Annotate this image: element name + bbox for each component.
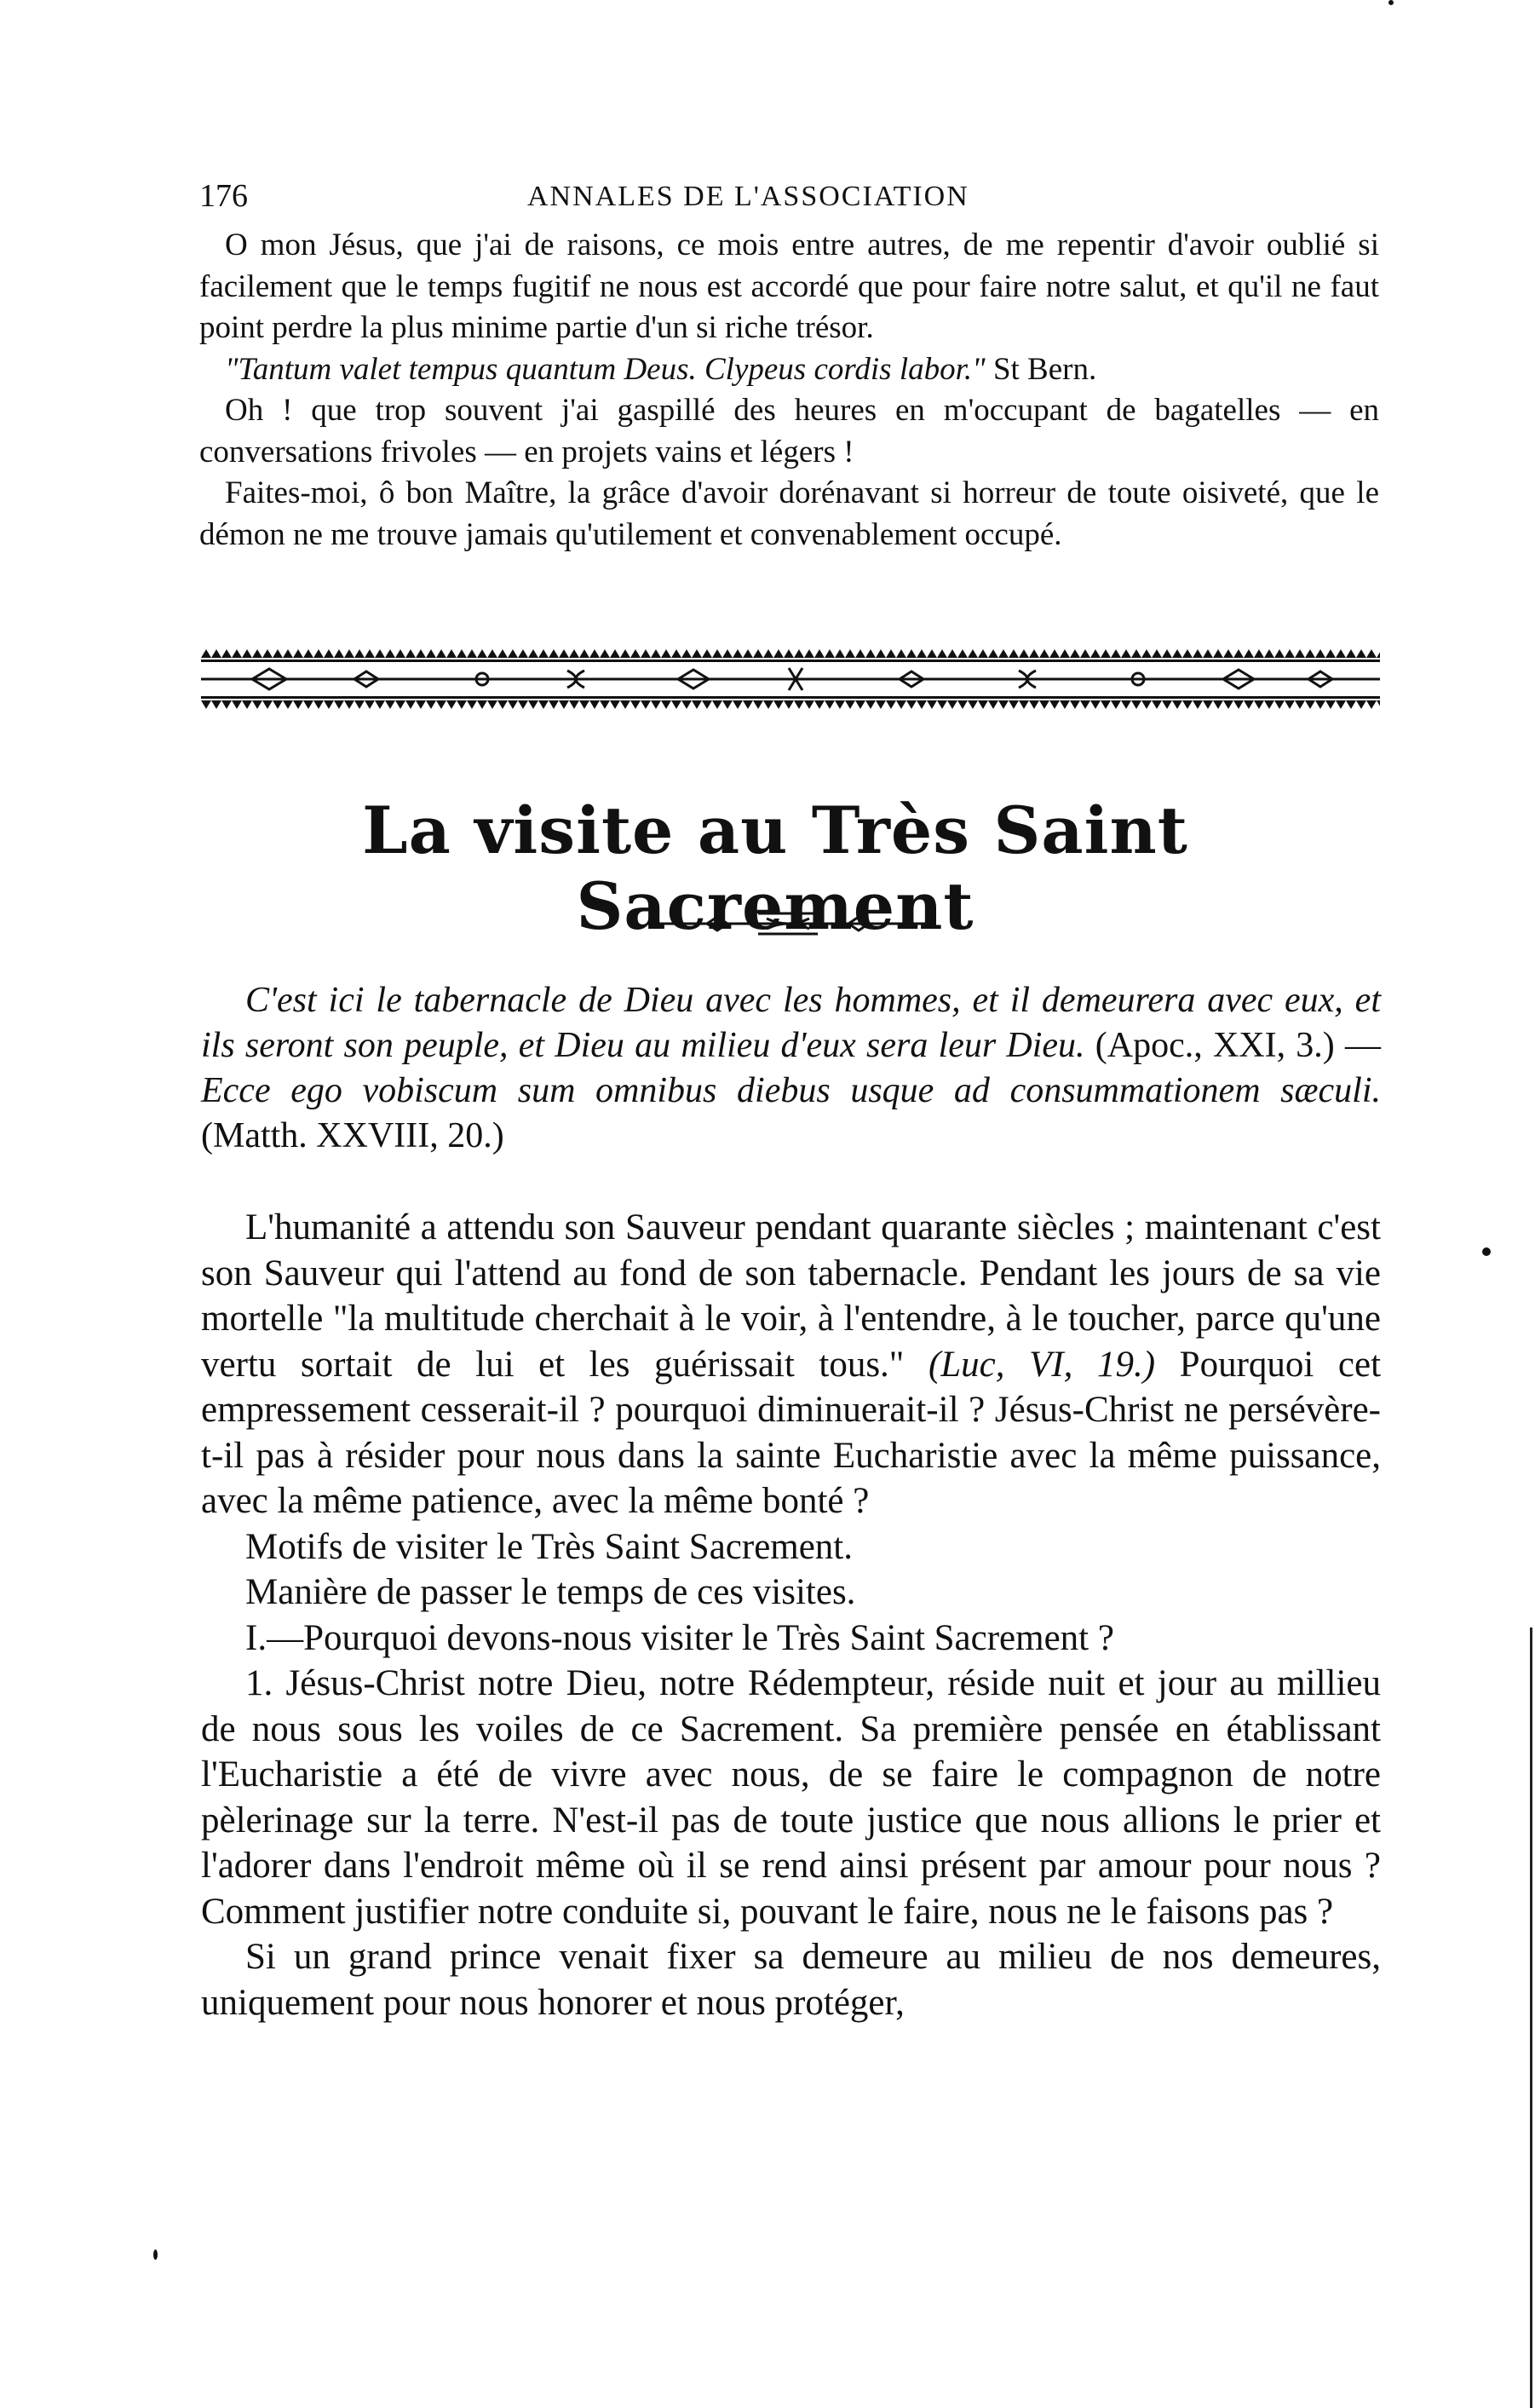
latin-quote [199,349,1379,391]
page-number: 176 [199,178,248,214]
paragraph: Motifs de visiter le Très Saint Sacrement. [245,1526,854,1567]
page-edge-shadow [1530,1627,1532,2408]
scan-speck [1482,1247,1491,1256]
running-title: ANNALES DE L'ASSOCIATION [527,181,969,212]
paragraph-text: Pourquoi cet empressement cesserait-il ? pourquoi diminuerait-il ? Jésus-Christ ne persévère-t-il pas à résider pour nous dans la sainte Eucharistie avec la même puissance, avec la même patience, avec la même bonté ? [201,1344,1382,1521]
subsection-heading: I.—Pourquoi devons-nous visiter le Très Saint Sacrement ? [245,1617,1114,1658]
title-ornament [647,907,928,941]
quote-attribution: St Bern. [992,351,1097,387]
page-header [199,177,1375,228]
paragraph: Si un grand prince venait fixer sa demeure au milieu de nos demeures, uniquement pour nous honorer et nous protéger, [201,1937,1381,2023]
paragraph: Manière de passer le temps de ces visites. [245,1572,856,1612]
body-text [201,1205,1381,2025]
epigraph-text: C'est ici le tabernacle de Dieu avec les hommes, et il demeurera avec eux, et ils seront son peuple, et Dieu au milieu d'eux sera leur Dieu. [201,981,1381,1065]
paragraph [201,1205,1381,1524]
epigraph-paragraph [201,978,1381,1159]
scan-speck [1388,0,1394,5]
epigraph-latin: Ecce ego vobiscum sum omnibus diebus usque ad consummationem sæculi. [201,1071,1381,1110]
ornamental-divider [201,649,1380,709]
section-title: La visite au Très Saint Sacrement [362,792,1188,944]
paragraph: Oh ! que trop souvent j'ai gaspillé des heures en m'occupant de bagatelles — en conversations frivoles — en projets vains et légers ! [199,393,1379,470]
paragraph: O mon Jésus, que j'ai de raisons, ce mois entre autres, de me repentir d'avoir oublié si facilement que le temps fugitif ne nous est accordé que pour faire notre salut, et qu'il ne faut point perdre la plus minime partie d'un si riche trésor. [199,228,1379,345]
scan-speck [153,2250,158,2260]
latin-quote-text: "Tantum valet tempus quantum Deus. Clypeus cordis labor." [225,351,986,387]
epigraph-reference: (Matth. XXVIII, 20.) [201,1116,504,1155]
scripture-reference: (Luc, VI, 19.) [928,1344,1156,1385]
paragraph: 1. Jésus-Christ notre Dieu, notre Rédempteur, réside nuit et jour au millieu de nous sous les voiles de ce Sacrement. Sa première pensée en établissant l'Eucharistie a été de vivre avec nous, de se faire le compagnon de notre pèlerinage sur la terre. N'est-il pas de toute justice que nous allions le prier et l'adorer dans l'endroit même où il se rend ainsi présent par amour pour nous ? Comment justifier notre conduite si, pouvant le faire, nous ne le faisons pas ? [201,1663,1381,1932]
epigraph-reference: (Apoc., XXI, 3.) — [1095,1026,1382,1065]
epigraph [201,978,1381,1159]
top-text-block [199,225,1379,556]
paragraph: Faites-moi, ô bon Maître, la grâce d'avoir dorénavant si horreur de toute oisiveté, que le démon ne me trouve jamais qu'utilement et convenablement occupé. [199,475,1379,552]
paragraph-text: L'humanité a attendu son Sauveur pendant quarante siècles ; maintenant c'est son Sauveur qui l'attend au fond de son tabernacle. Pendant les jours de sa vie mortelle "la multitude cherchait à le voir, à l'entendre, à le toucher, parce qu'une vertu sortait de lui et les guérissait tous." [201,1207,1381,1385]
